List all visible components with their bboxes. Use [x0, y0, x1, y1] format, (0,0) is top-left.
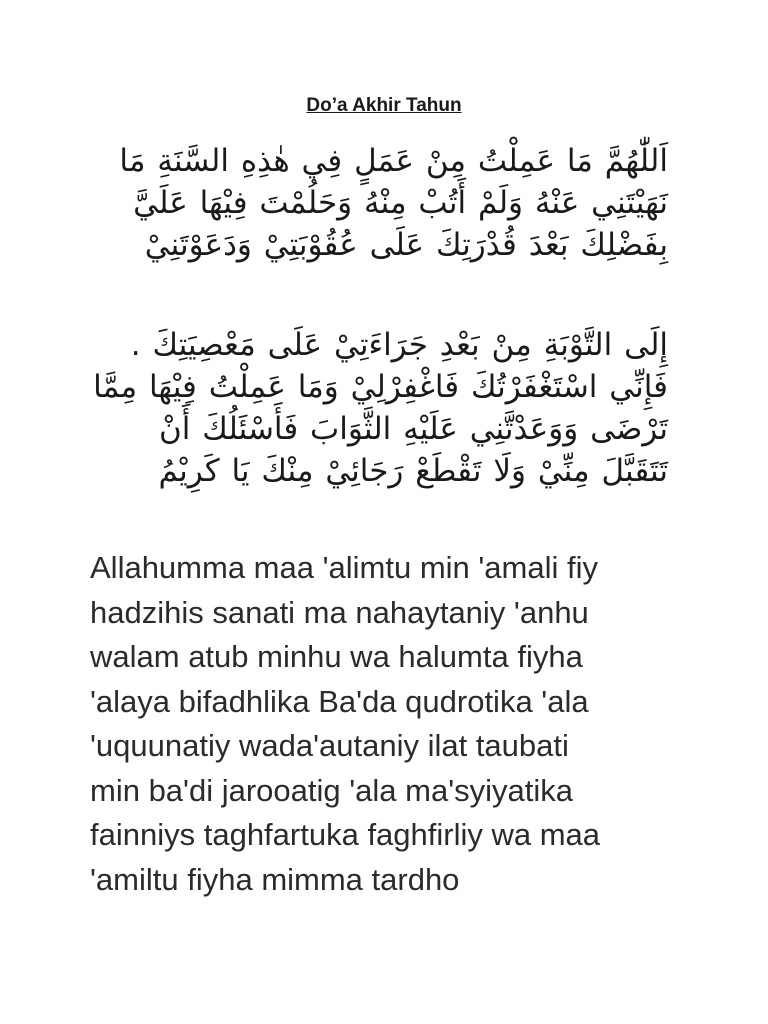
latin-transliteration: Allahumma maa 'alimtu min 'amali fiy hadzihis sanati ma nahaytaniy 'anhu walam atub minhu wa halumta fiyha 'alaya bifadhlika Ba'da qudrotika 'ala 'uquunatiy wada'autaniy ilat taubati min ba'di jarooatig 'ala ma'syiyatika fainniys taghfartuka faghfirliy wa maa 'amiltu fiyha mimma tardho — [90, 550, 601, 897]
arabic-paragraph-2: إِلَى التَّوْبَةِ مِنْ بَعْدِ جَرَاءَتِيْ عَلَى مَعْصِيَتِكَ . فَإِنِّي اسْتَغْفَرْتُكَ فَاغْفِرْلِيْ وَمَا عَمِلْتُ فِيْهَا مِمَّا تَرْضَى وَوَعَدْتَّنِي عَلَيْهِ الثَّوَابَ فَأَسْئَلُكَ أَنْ تَتَقَبَّلَ مِنِّيْ وَلَا تَقْطَعْ رَجَائِيْ مِنْكَ يَا كَرِيْمُ — [93, 327, 668, 489]
document-title: Do’a Akhir Tahun — [306, 95, 462, 116]
arabic-paragraph-1: اَللّٰهُمَّ مَا عَمِلْتُ مِنْ عَمَلٍ فِي هٰذِهِ السَّنَةِ مَا نَهَيْتَنِي عَنْهُ وَلَمْ أَتُبْ مِنْهُ وَحَلُمْتَ فِيْهَا عَلَيَّ بِفَضْلِكَ بَعْدَ قُدْرَتِكَ عَلَى عُقُوْبَتِيْ وَدَعَوْتَنِيْ — [119, 143, 668, 263]
